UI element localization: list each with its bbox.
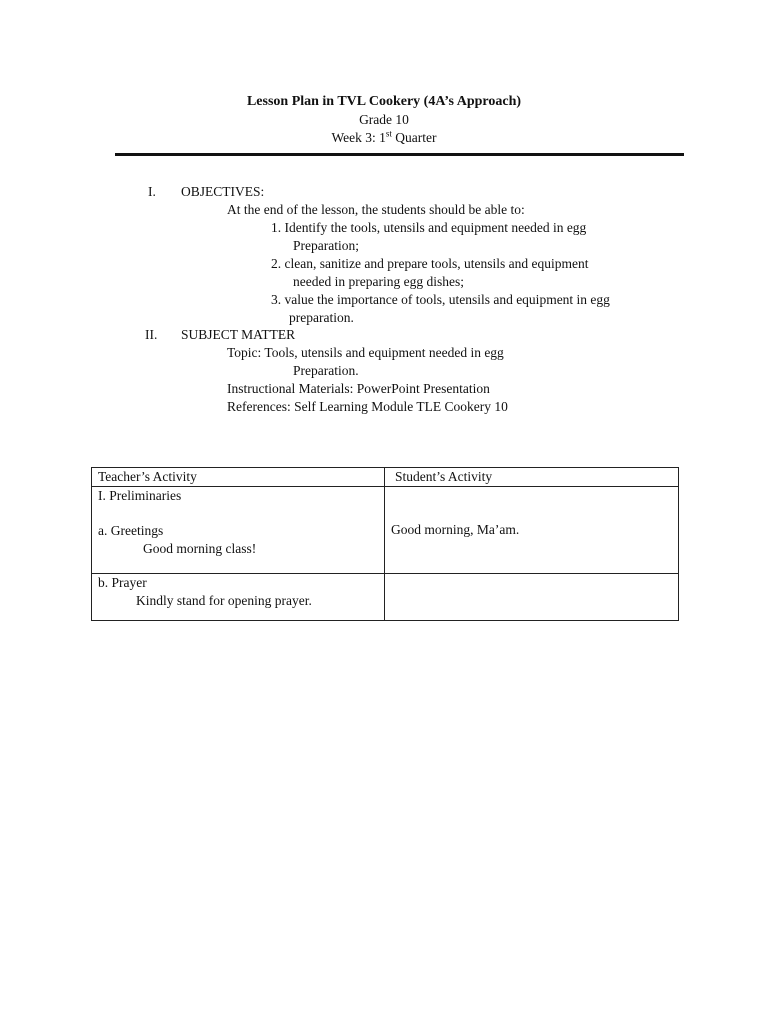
objectives-heading: OBJECTIVES: <box>181 184 265 199</box>
header-divider <box>115 153 684 156</box>
objective-item-2-line1: 2. clean, sanitize and prepare tools, utensils and equipment <box>271 256 589 271</box>
topic-line2: Preparation. <box>293 363 359 378</box>
teacher-activity-cell <box>92 574 385 621</box>
instructional-materials: Instructional Materials: PowerPoint Presentation <box>227 381 490 396</box>
objective-item-1-line2: Preparation; <box>293 238 359 253</box>
teacher-activity-header: Teacher’s Activity <box>92 468 385 487</box>
objective-item-2-line2: needed in preparing egg dishes; <box>293 274 464 289</box>
objectives-intro: At the end of the lesson, the students should be able to: <box>227 202 525 217</box>
teacher-line: b. Prayer <box>98 575 147 590</box>
grade-label: Grade 10 <box>359 112 409 127</box>
week-label <box>0 129 768 147</box>
teacher-activity-cell <box>92 487 385 574</box>
student-activity-cell <box>385 574 679 621</box>
week-prefix: Week 3: 1 <box>331 130 386 145</box>
week-suffix: Quarter <box>391 130 437 145</box>
objectives-numeral: I. <box>148 184 156 199</box>
objective-item-3-line1: 3. value the importance of tools, utensils and equipment in egg <box>271 292 610 307</box>
objective-item-1-line1: 1. Identify the tools, utensils and equipment needed in egg <box>271 220 587 235</box>
student-activity-header: Student’s Activity <box>385 468 679 487</box>
teacher-line: Kindly stand for opening prayer. <box>136 593 312 608</box>
activity-table-header-row <box>92 468 679 487</box>
document-title: Lesson Plan in TVL Cookery (4A’s Approach) <box>246 94 522 109</box>
teacher-line: I. Preliminaries <box>98 488 182 503</box>
subject-matter-numeral: II. <box>145 327 158 342</box>
table-row <box>92 487 679 574</box>
spacer <box>98 505 378 522</box>
teacher-line: Good morning class! <box>143 541 257 556</box>
teacher-line: a. Greetings <box>98 523 164 538</box>
week-superscript: st <box>385 128 392 139</box>
student-activity-cell: Good morning, Ma’am. <box>385 487 679 574</box>
topic-line1: Topic: Tools, utensils and equipment needed in egg <box>227 345 504 360</box>
subject-matter-heading: SUBJECT MATTER <box>181 327 296 342</box>
references: References: Self Learning Module TLE Cookery 10 <box>227 399 508 414</box>
table-row <box>92 574 679 621</box>
activity-table <box>91 467 679 621</box>
objective-item-3-line2: preparation. <box>289 310 354 325</box>
